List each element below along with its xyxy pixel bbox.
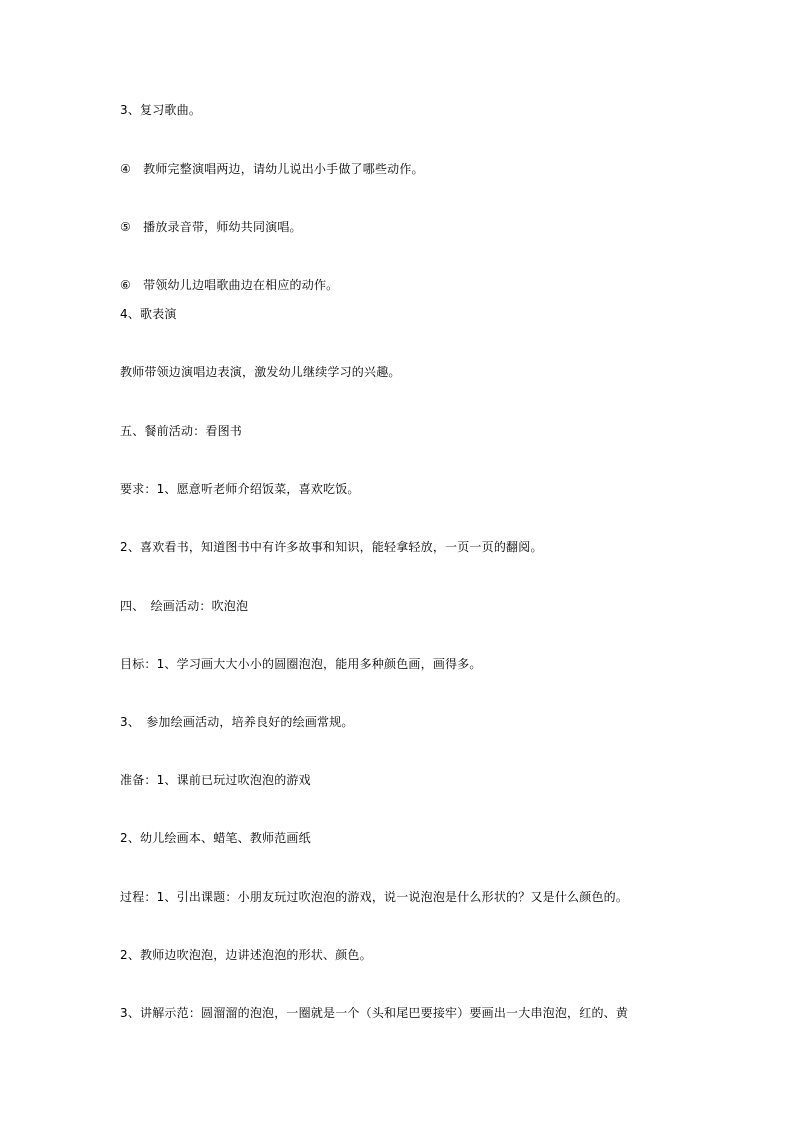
- text-line: 要求：1、愿意听老师介绍饭菜，喜欢吃饭。: [120, 482, 360, 496]
- text-line: 2、喜欢看书，知道图书中有许多故事和知识，能轻拿轻放，一页一页的翻阅。: [120, 540, 543, 554]
- text-line: 2、教师边吹泡泡，边讲述泡泡的形状、颜色。: [120, 948, 372, 962]
- section-heading: 四、 绘画活动：吹泡泡: [120, 599, 249, 613]
- text-line: 3、讲解示范：圆溜溜的泡泡，一圈就是一个（头和尾巴要接牢）要画出一大串泡泡，红的、黄: [120, 1006, 629, 1020]
- text-line: 2、幼儿绘画本、蜡笔、教师范画纸: [120, 831, 311, 845]
- section-heading: 五、餐前活动：看图书: [120, 424, 243, 438]
- text-line: 过程：1、引出课题：小朋友玩过吹泡泡的游戏，说一说泡泡是什么形状的？又是什么颜色的。: [120, 890, 629, 904]
- text-line: 4、歌表演: [120, 307, 177, 321]
- text-line: ④ 教师完整演唱两边，请幼儿说出小手做了哪些动作。: [120, 162, 424, 176]
- text-line: 教师带领边演唱边表演，激发幼儿继续学习的兴趣。: [120, 365, 401, 379]
- text-line: ⑤ 播放录音带，师幼共同演唱。: [120, 220, 302, 234]
- text-line: 准备：1、课前已玩过吹泡泡的游戏: [120, 773, 311, 787]
- text-line: 3、复习歌曲。: [120, 103, 202, 117]
- text-line: ⑥ 带领幼儿边唱歌曲边在相应的动作。: [120, 278, 339, 292]
- text-line: 目标：1、学习画大大小小的圆圈泡泡，能用多种颜色画，画得多。: [120, 657, 482, 671]
- text-line: 3、 参加绘画活动，培养良好的绘画常规。: [120, 715, 354, 729]
